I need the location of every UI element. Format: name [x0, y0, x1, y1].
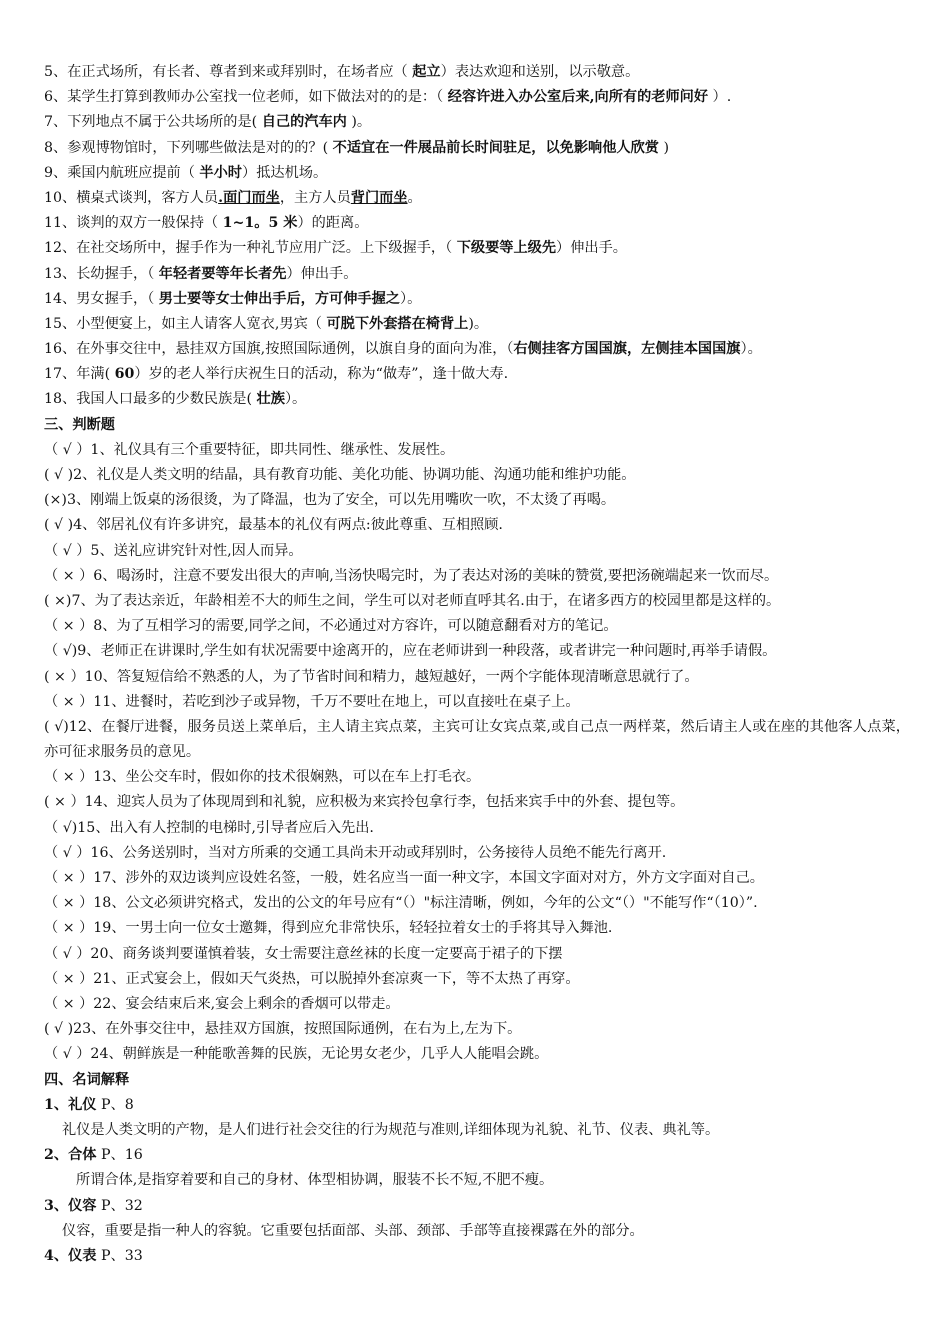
- term-heading: [44, 1194, 910, 1219]
- judgement-item: ( × ）10、答复短信给不熟悉的人，为了节省时间和精力，越短越好，一两个字能体现清晰意思就行了。: [44, 668, 699, 685]
- term-page-ref: P、33: [96, 1247, 143, 1264]
- question-text: 8、参观博物馆时，下列哪些做法是对的的？(: [44, 139, 333, 156]
- fill-item: [44, 362, 910, 387]
- judgement-item: (×)3、刚端上饭桌的汤很烫，为了降温，也为了安全，可以先用嘴吹一吹，不太烫了再喝。: [44, 492, 616, 509]
- answer-text: 右侧挂客方国国旗，左侧挂本国国旗: [513, 341, 741, 358]
- question-text: 15、小型便宴上，如主人请客人宽衣,男宾（: [44, 315, 327, 332]
- term-definition: 仪容，重要是指一种人的容貌。它重要包括面部、头部、颈部、手部等直接裸露在外的部分。: [62, 1222, 644, 1239]
- question-text: ）伸出手。: [556, 240, 627, 257]
- term-page-ref: P、8: [96, 1096, 134, 1113]
- judgement-item: ( √ )23、在外事交往中，悬挂双方国旗，按照国际通例，在右为上,左为下。: [44, 1021, 522, 1038]
- judgement-item: ( √ )2、礼仪是人类文明的结晶，具有教育功能、美化功能、协调功能、沟通功能和维护功能。: [44, 467, 636, 483]
- question-text: 11、谈判的双方一般保持（: [44, 215, 223, 232]
- question-text: 9、乘国内航班应提前（: [44, 164, 200, 181]
- judgement-item: （ √)9、老师正在讲课时,学生如有状况需要中途离开的，应在老师讲到一种段落，或者讲完一种问题时,再举手请假。: [44, 643, 777, 660]
- question-text: )。: [468, 315, 489, 332]
- question-text: ）.: [708, 89, 732, 106]
- question-text: ，主方人员: [279, 189, 351, 206]
- fill-item: [44, 161, 910, 186]
- fill-item: [44, 136, 910, 161]
- judgement-item: ( × ）14、迎宾人员为了体现周到和礼貌，应积极为来宾拎包拿行李，包括来宾手中的外套、提包等。: [44, 794, 685, 811]
- term-name: 仪容: [68, 1197, 97, 1214]
- term-name: 仪表: [68, 1247, 97, 1264]
- fill-item: [44, 262, 910, 287]
- section-heading-terms: 四、名词解释: [44, 1071, 130, 1088]
- question-text: )。: [346, 114, 372, 131]
- term-page-ref: P、16: [96, 1147, 143, 1164]
- fill-item: [44, 186, 910, 211]
- term-number: 3、: [44, 1197, 69, 1214]
- fill-item: [44, 110, 910, 135]
- judgement-item: ( √ )4、邻居礼仪有许多讲究，最基本的礼仪有两点:彼此尊重、互相照顾.: [44, 517, 503, 534]
- question-text: ）抵达机场。: [242, 164, 328, 181]
- judgement-item: （ √ ）20、商务谈判要谨慎着装，女士需要注意丝袜的长度一定要高于裙子的下摆: [44, 945, 563, 962]
- term-name: 礼仪: [68, 1096, 97, 1113]
- judgement-item: ( ×)7、为了表达亲近，年龄相差不大的师生之间，学生可以对老师直呼其名.由于，在诸多西方的校园里都是这样的。: [44, 592, 781, 609]
- term-page-ref: P、32: [96, 1197, 143, 1214]
- judgement-item: （ × ）21、正式宴会上，假如天气炎热，可以脱掉外套凉爽一下，等不太热了再穿。: [44, 970, 580, 987]
- term-heading: [44, 1244, 910, 1269]
- fill-in-list: [44, 60, 910, 413]
- answer-text: 壮族: [256, 391, 285, 408]
- question-text: ): [658, 139, 670, 156]
- term-number: 4、: [44, 1247, 69, 1264]
- question-text: 16、在外事交往中，悬挂双方国旗,按照国际通例，以旗自身的面向为准，（: [44, 341, 514, 358]
- judgement-item: （ √ ）1、礼仪具有三个重要特征，即共同性、继承性、发展性。: [44, 441, 455, 458]
- judgement-item: （ × ）13、坐公交车时，假如你的技术很娴熟，可以在车上打毛衣。: [44, 769, 481, 786]
- term-definition: 礼仪是人类文明的产物，是人们进行社会交往的行为规范与准则,详细体现为礼貌、礼节、仪表、典礼等。: [62, 1121, 720, 1138]
- question-text: 17、年满(: [44, 366, 115, 383]
- answer-text: 起立: [412, 64, 441, 80]
- judgement-item: （ × ）6、喝汤时，注意不要发出很大的声响,当汤快喝完时，为了表达对汤的美味的赞赏,要把汤碗端起来一饮而尽。: [44, 567, 779, 584]
- answer-text: 半小时: [199, 164, 242, 181]
- judgement-item: （ × ）22、宴会结束后来,宴会上剩余的香烟可以带走。: [44, 996, 400, 1012]
- judgement-item: （ √ ）5、送礼应讲究针对性,因人而异。: [44, 542, 303, 559]
- question-text: 13、长幼握手，（: [44, 265, 159, 282]
- fill-item: [44, 387, 910, 412]
- question-text: ）。: [399, 290, 422, 307]
- judgement-item: （ × ）17、涉外的双边谈判应设姓名签，一般，姓名应当一面一种文字，本国文字面对对方，外方文字面对自己。: [44, 870, 764, 887]
- answer-text: 下级要等上级先: [456, 240, 557, 257]
- fill-item: [44, 60, 910, 85]
- answer-text: 1~1。5 米: [222, 215, 298, 232]
- question-text: 18、我国人口最多的少数民族是(: [44, 391, 257, 408]
- term-name: 合体: [68, 1147, 97, 1164]
- fill-item: [44, 85, 910, 110]
- term-definition: 所谓合体,是指穿着要和自己的身材、体型相协调，服装不长不短,不肥不瘦。: [76, 1172, 554, 1189]
- fill-item: [44, 287, 910, 312]
- judgement-item: （ × ）18、公文必须讲究格式，发出的公文的年号应有“（）"标注清晰，例如，今年的公文“（）"不能写作“（10）”.: [44, 895, 758, 912]
- answer-text: 年轻者要等年长者先: [158, 265, 287, 282]
- fill-item: [44, 337, 910, 362]
- fill-item: [44, 211, 910, 236]
- true-false-list: [44, 438, 910, 1068]
- question-text: 6、某学生打算到教师办公室找一位老师，如下做法对的的是：（: [44, 89, 448, 106]
- question-text: ）。: [284, 391, 307, 408]
- term-list: [44, 1093, 910, 1269]
- judgement-item: （ √ ）24、朝鲜族是一种能歌善舞的民族，无论男女老少，几乎人人能唱会跳。: [44, 1046, 549, 1063]
- question-text: ）伸出手。: [286, 265, 358, 282]
- question-text: 。: [407, 189, 422, 206]
- answer-text: 背门而坐: [350, 189, 408, 206]
- question-text: 7、下列地点不属于公共场所的是(: [44, 114, 262, 131]
- judgement-item: （ √)15、出入有人控制的电梯时,引导者应后入先出.: [44, 819, 374, 836]
- judgement-item: （ × ）11、进餐时，若吃到沙子或异物，千万不要吐在地上，可以直接吐在桌子上。: [44, 693, 580, 710]
- answer-text: 可脱下外套搭在椅背上: [326, 315, 469, 332]
- section-heading-judgement: 三、判断题: [44, 416, 115, 433]
- question-text: 10、横桌式谈判，客方人员: [44, 189, 219, 206]
- question-text: ）岁的老人举行庆祝生日的活动，称为“做寿”，逢十做大寿.: [134, 366, 509, 383]
- question-text: ）的距离。: [297, 215, 369, 232]
- term-number: 1、: [44, 1096, 69, 1113]
- question-text: 12、在社交场所中，握手作为一种礼节应用广泛。上下级握手，（: [44, 240, 457, 257]
- fill-item: [44, 312, 910, 337]
- answer-text: 60: [114, 366, 135, 383]
- answer-text: 不适宜在一件展品前长时间驻足，以免影响他人欣赏: [332, 139, 659, 156]
- judgement-item: （ × ）8、为了互相学习的需要,同学之间，不必通过对方容许，可以随意翻看对方的笔记。: [44, 618, 618, 635]
- document-body: [44, 60, 910, 1269]
- answer-text: 经容许进入办公室后来,向所有的老师问好: [447, 89, 709, 106]
- question-text: ）表达欢迎和送别，以示敬意。: [440, 64, 640, 80]
- answer-text: 男士要等女士伸出手后，方可伸手握之: [158, 290, 400, 307]
- judgement-item: （ √ ）16、公务送别时，当对方所乘的交通工具尚未开动或拜别时，公务接待人员绝不能先行离开.: [44, 844, 667, 861]
- term-heading: [44, 1093, 910, 1118]
- term-number: 2、: [44, 1147, 69, 1164]
- question-text: ）。: [740, 341, 762, 358]
- judgement-item: ( √)12、在餐厅进餐，服务员送上菜单后，主人请主宾点菜，主宾可让女宾点菜,或自己点一两样菜，然后请主人或在座的其他客人点菜，亦可征求服务员的意见。: [44, 718, 910, 761]
- fill-item: [44, 236, 910, 261]
- answer-text: 自己的汽车内: [261, 114, 347, 131]
- judgement-item: （ × ）19、一男士向一位女士邀舞，得到应允非常快乐，轻轻拉着女士的手将其导入舞池.: [44, 920, 613, 937]
- question-text: 14、男女握手，（: [44, 290, 159, 307]
- term-heading: [44, 1143, 910, 1168]
- answer-text: .面门而坐: [218, 189, 280, 206]
- question-text: 5、在正式场所，有长者、尊者到来或拜别时，在场者应（: [44, 64, 413, 80]
